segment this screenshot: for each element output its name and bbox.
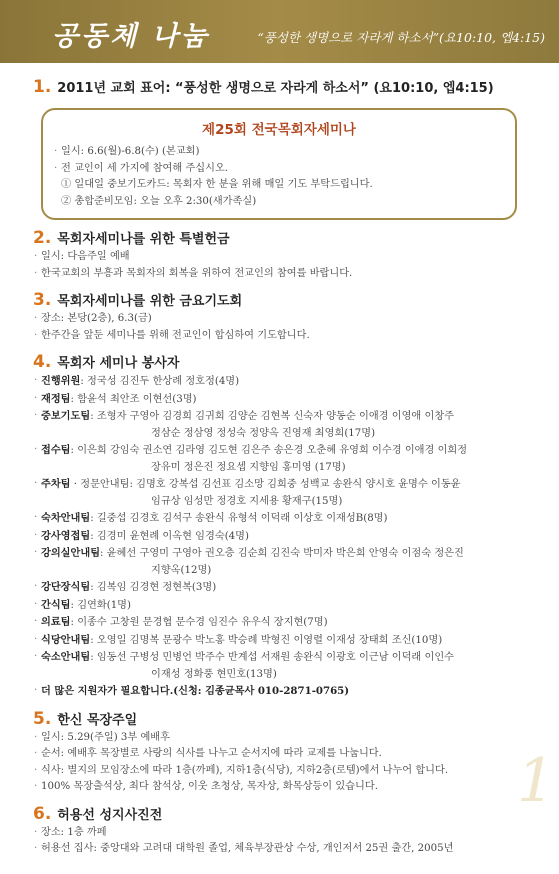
volunteer-team: 간식팀 [41,598,71,611]
volunteer-row [33,614,538,632]
seminar-line: ① 일대일 중보기도카드: 목회자 한 분을 위해 매일 기도 부탁드립니다. [61,179,373,190]
section-title: 2011년 교회 표어: “풍성한 생명으로 자라게 하소서” (요10:10, 엡4:15) [57,81,494,96]
section-5-heading [33,710,538,730]
volunteer-team: 강사영접팀 [41,529,91,542]
volunteer-names-cont: 임규상 임성만 정경호 지세용 황재구(15명) [151,495,343,507]
section-line: · 한주간을 앞둔 세미나를 위해 전교인이 합심하여 기도합니다. [33,328,538,345]
volunteer-list [33,373,538,701]
volunteer-names-cont: 정삼순 정삼영 정성숙 정양옥 진영재 최영희(17명) [151,427,376,439]
volunteer-row [33,597,538,615]
volunteer-names: : 임동선 구병성 민병언 박주수 반계섭 서재원 송완식 이광호 이근남 이덕래 이인수 [90,652,455,663]
seminar-title: 제25회 전국목회자세미나 [202,122,356,138]
volunteer-team: 식당안내팀 [41,633,91,646]
volunteer-row [33,391,538,409]
volunteer-names: : 함윤석 최안조 이현선(3명) [70,393,197,405]
volunteer-team: 접수팀 [41,444,71,456]
volunteer-row [33,545,538,579]
section-line: · 장소: 본당(2층), 6.3(금) [33,311,538,328]
section-title: 한신 목장주일 [57,712,138,728]
section-2-heading [33,229,538,249]
header-banner [0,0,559,63]
volunteer-names-cont: 장유미 정은진 정요셉 지향임 홍미영 (17명) [151,461,346,473]
volunteer-row [33,373,538,391]
volunteer-team: 진행위원 [41,375,81,387]
section-line: · 장소: 1층 까페 [33,825,538,842]
section-4-heading [33,353,538,373]
volunteer-row [33,579,538,597]
volunteer-names: · 정문안내팀: 김명호 강복섭 김선표 김소망 김희중 성백교 송완식 양시호 윤명수 이동윤 [70,479,461,490]
volunteer-names: : 김연화(1명) [70,599,131,611]
volunteer-names-cont: 지향옥(12명) [151,564,212,576]
section-title: 목회자 세미나 봉사자 [57,356,180,371]
volunteer-team: 강의실안내팀 [41,547,101,559]
section-1-heading [33,78,538,98]
volunteer-row [33,683,538,701]
seminar-line: · 전 교인이 세 가지에 참여해 주십시오. [53,161,505,178]
page-number: 1 [516,746,555,816]
section-number: 4. [33,352,52,372]
volunteer-row [33,442,538,476]
page-title: 공동체 나눔 [52,21,210,52]
section-number: 6. [33,803,52,824]
volunteer-names: : 오영일 김명복 문광수 박노홍 박승례 박형진 이영렬 이재성 장태희 조신(10명) [90,634,443,646]
volunteer-names: : 김경미 윤현례 이옥현 임경숙(4명) [90,530,249,542]
volunteer-row [33,632,538,650]
seminar-box [41,108,517,220]
volunteer-team: 숙차안내팀 [41,512,91,524]
volunteer-team: 강단장식팀 [41,581,91,593]
section-6-heading [33,805,538,825]
volunteer-row [33,649,538,683]
volunteer-names-cont: 이재성 정화풍 현민호(13명) [151,668,277,680]
section-title: 목회자세미나를 위한 특별헌금 [57,232,230,247]
section-line: · 허용선 집사: 중앙대와 고려대 대학원 졸업, 체육부장관상 수상, 개인저서 25권 출간, 2005년 [33,841,538,858]
volunteer-names: : 이은희 강임숙 권소연 김라영 김도현 김은주 송은경 오춘혜 유영희 이수경 이애경 이희정 [70,445,468,456]
page-subtitle: “풍성한 생명으로 자라게 하소서”(요10:10, 엡4:15) [257,30,545,45]
volunteer-team: 재정팀 [41,392,71,405]
volunteer-names: : 조형자 구영아 김경희 김귀희 김양순 김현복 신숙자 양동순 이애경 이영애 이창주 [90,411,455,422]
volunteer-names: : 이종수 고창원 문경협 문수경 임진수 유우식 장지현(7명) [70,617,328,628]
section-line: · 100% 목장출석상, 최다 참석상, 이웃 초청상, 목자상, 화목상등이 있습니다. [33,779,538,796]
volunteer-names: : 윤혜선 구영미 구영아 권오층 김순희 김진숙 박미자 박은희 안영숙 이점숙 정은진 [100,548,464,559]
main-content [33,78,538,858]
volunteer-row [33,510,538,528]
volunteer-names: : 길중섭 김경호 김석구 송완식 유형석 이덕래 이상호 이재성B(8명) [90,513,388,524]
section-number: 2. [33,228,52,248]
seminar-line: · 일시: 6.6(월)-6.8(수) (본교회) [53,144,505,161]
volunteer-names: : 김복임 김경현 정현복(3명) [90,582,217,593]
section-line: · 일시: 다음주일 예배 [33,249,538,266]
section-line: · 식사: 별지의 모임장소에 따라 1층(까페), 지하1층(식당), 지하2층(로템)에서 나누어 합니다. [33,763,538,780]
volunteer-row [33,476,538,510]
section-number: 5. [33,708,52,729]
volunteer-team: 더 많은 지원자가 필요합니다.(신청: 김종균목사 010-2871-0765) [41,685,350,697]
volunteer-team: 중보기도팀 [41,410,91,422]
section-line: · 일시: 5.29(주일) 3부 예배후 [33,730,538,747]
volunteer-row [33,528,538,546]
seminar-line: ② 총합준비모임: 오늘 오후 2:30(새가족실) [61,195,257,207]
volunteer-team: 숙소안내팀 [41,651,91,663]
section-3-heading [33,291,538,311]
section-number: 3. [33,290,52,310]
volunteer-team: 주차팀 [41,478,71,490]
section-title: 목회자세미나를 위한 금요기도회 [57,294,243,309]
volunteer-names: : 정국성 김진두 한상례 정호정(4명) [80,376,240,387]
volunteer-row [33,408,538,442]
section-title: 허용선 성지사진전 [57,807,163,823]
section-line: · 한국교회의 부흥과 목회자의 회복을 위하여 전교인의 참여를 바랍니다. [33,266,538,283]
section-line: · 순서: 예배후 목장별로 사랑의 식사를 나누고 순서지에 따라 교제를 나눕니다. [33,746,538,763]
section-number: 1. [33,77,52,97]
volunteer-team: 의료팀 [41,616,71,628]
